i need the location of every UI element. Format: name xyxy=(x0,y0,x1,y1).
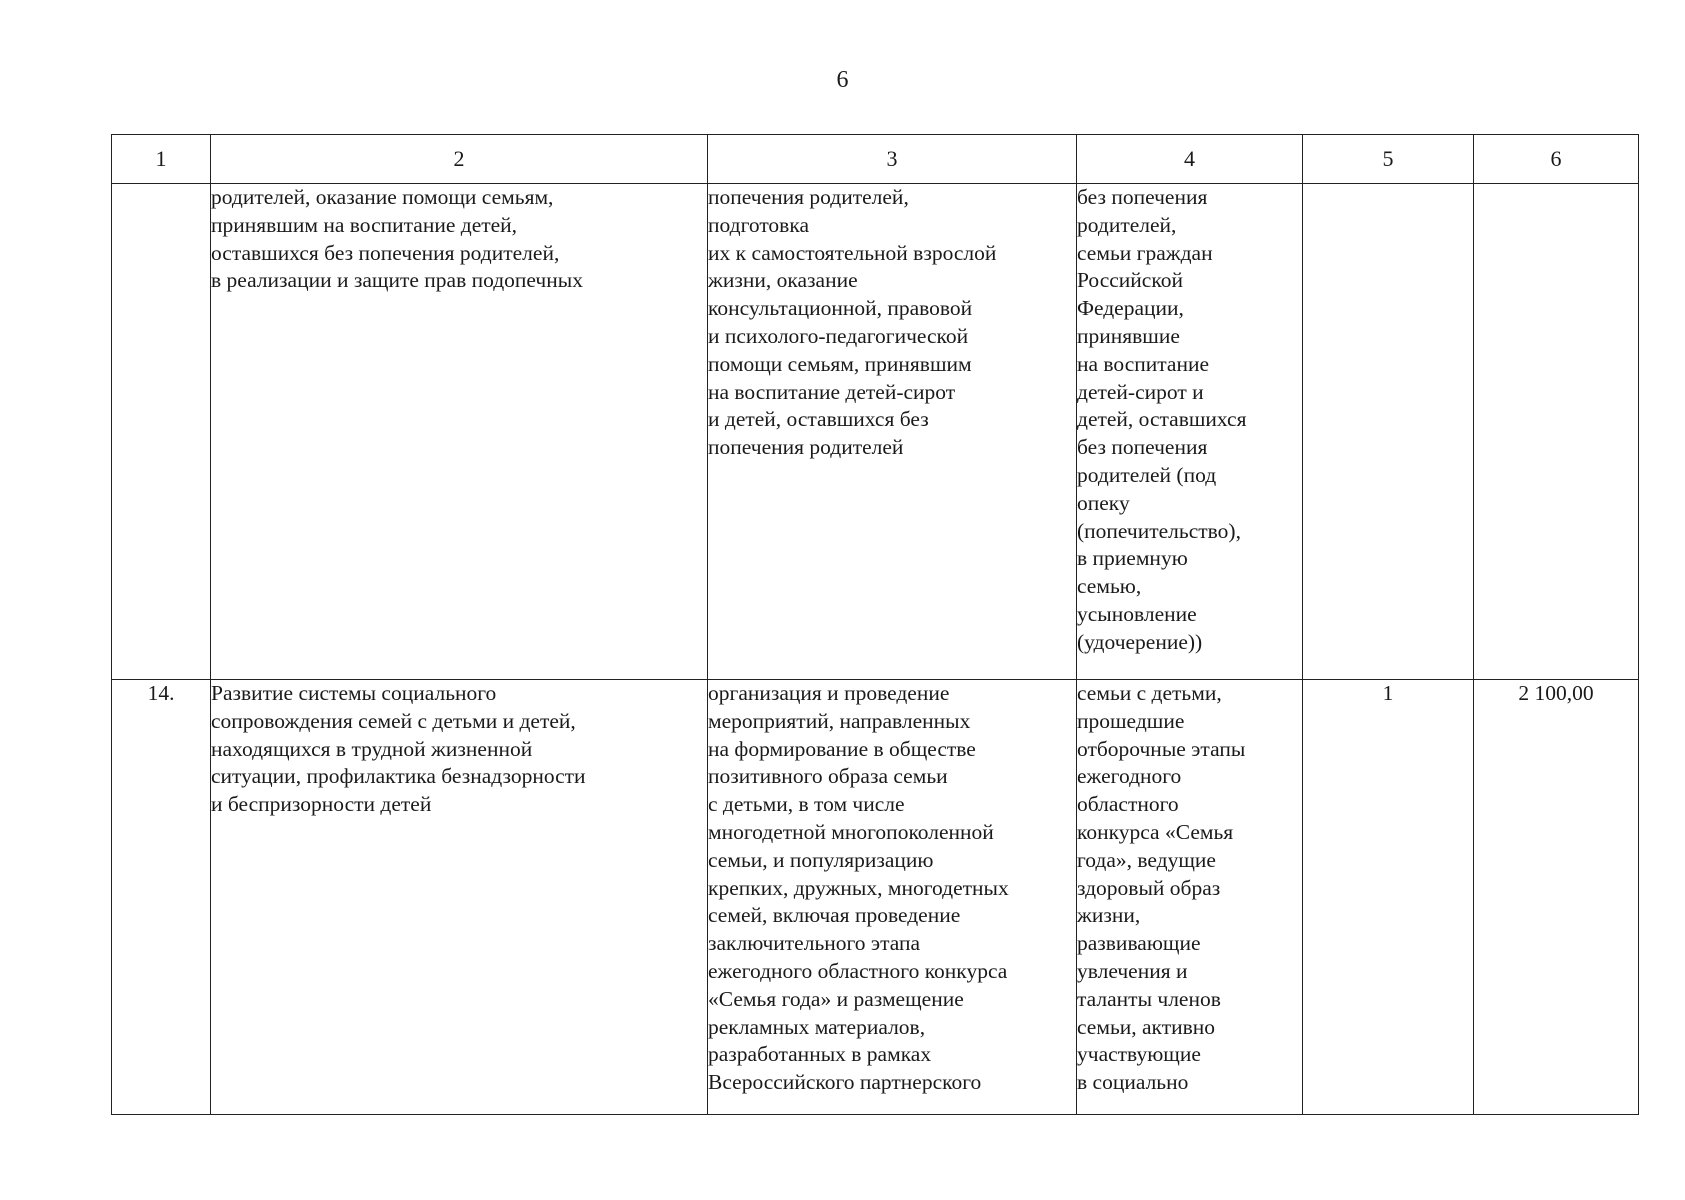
table-row xyxy=(112,184,1639,680)
row-number-cell: 14. xyxy=(112,680,211,1115)
quantity-cell: 1 xyxy=(1303,680,1474,1115)
program-table xyxy=(111,134,1639,1115)
header-col-4: 4 xyxy=(1077,135,1303,184)
activities-cell: попечения родителей, подготовка их к самостоятельной взрослой жизни, оказание консультационной, правовой и психолого-педагогической помощи семьям, принявшим на воспитание детей-сирот и детей, оставшихся без попечения родителей xyxy=(708,184,1077,680)
header-col-5: 5 xyxy=(1303,135,1474,184)
header-col-6: 6 xyxy=(1474,135,1639,184)
quantity-cell xyxy=(1303,184,1474,680)
recipients-cell: без попечения родителей, семьи граждан Российской Федерации, принявшие на воспитание детей-сирот и детей, оставшихся без попечения родителей (под опеку (попечительство), в приемную семью, усыновление (удочерение)) xyxy=(1077,184,1303,680)
measure-name-cell: родителей, оказание помощи семьям, принявшим на воспитание детей, оставшихся без попечения родителей, в реализации и защите прав подопечных xyxy=(211,184,708,680)
table-row xyxy=(112,680,1639,1115)
row-number-cell xyxy=(112,184,211,680)
table-header-row xyxy=(112,135,1639,184)
measure-name-cell: Развитие системы социального сопровождения семей с детьми и детей, находящихся в трудной жизненной ситуации, профилактика безнадзорности и беспризорности детей xyxy=(211,680,708,1115)
page-number: 6 xyxy=(836,67,849,93)
header-col-1: 1 xyxy=(112,135,211,184)
header-col-2: 2 xyxy=(211,135,708,184)
recipients-cell: семьи с детьми, прошедшие отборочные этапы ежегодного областного конкурса «Семья года», ведущие здоровый образ жизни, развивающие увлечения и таланты членов семьи, активно участвующие в социально xyxy=(1077,680,1303,1115)
activities-cell: организация и проведение мероприятий, направленных на формирование в обществе позитивного образа семьи с детьми, в том числе многодетной многопоколенной семьи, и популяризацию крепких, дружных, многодетных семей, включая проведение заключительного этапа ежегодного областного конкурса «Семья года» и размещение рекламных материалов, разработанных в рамках Всероссийского партнерского xyxy=(708,680,1077,1115)
amount-cell xyxy=(1474,184,1639,680)
amount-cell: 2 100,00 xyxy=(1474,680,1639,1115)
header-col-3: 3 xyxy=(708,135,1077,184)
